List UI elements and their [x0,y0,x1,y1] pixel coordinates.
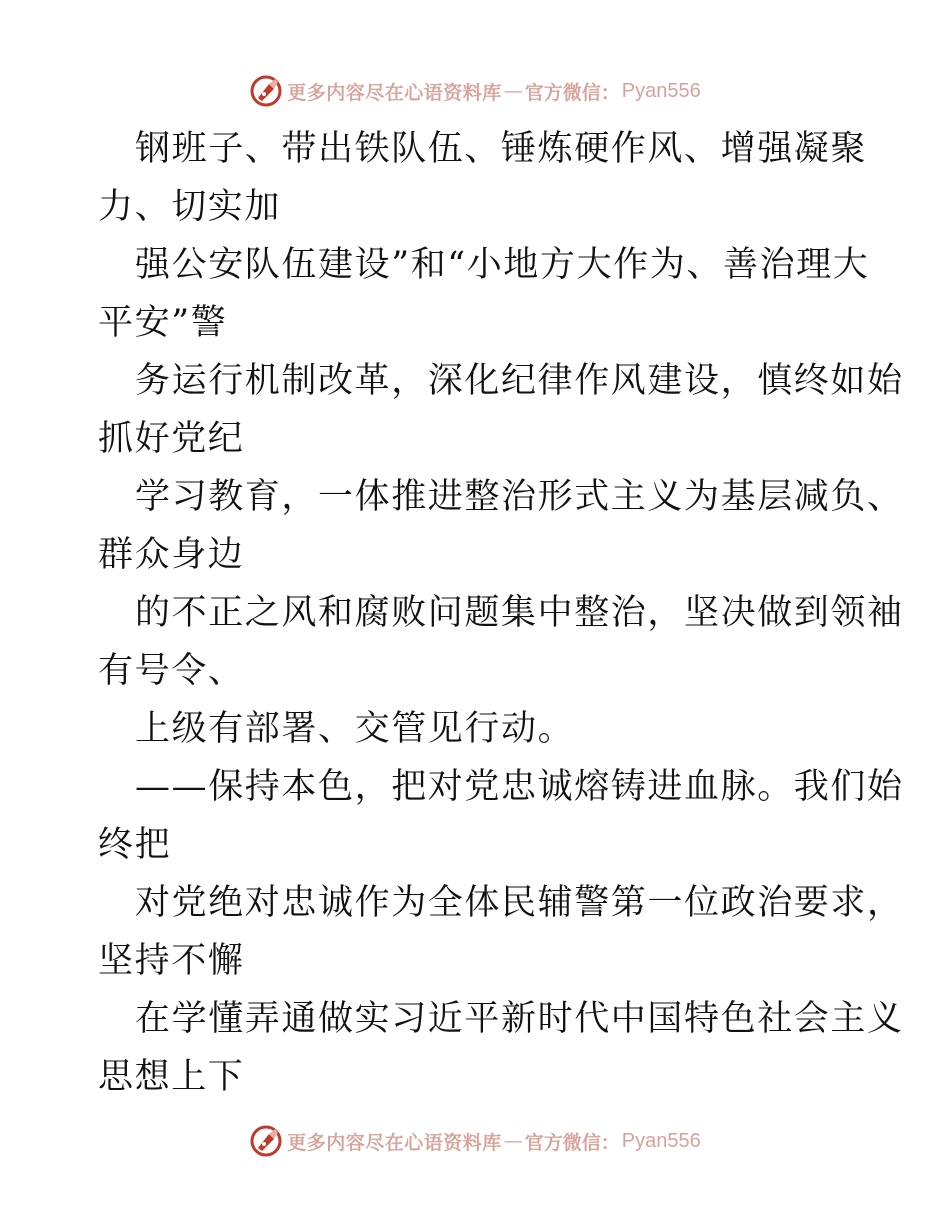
text-line: 上级有部署、交管见行动。 [135,709,575,749]
header-dash: — [503,80,523,102]
text-line: 抓好党纪 [98,419,245,459]
text-line: ——保持本色，把对党忠诚熔铸进血脉。我们始 [135,767,904,807]
pen-nib-logo-icon [249,74,283,108]
text-line: 力、切实加 [98,187,282,227]
header-site-name: 更多内容尽在心语资料库 [287,81,502,104]
text-line: 坚持不懈 [98,941,245,981]
footer-site-name: 更多内容尽在心语资料库 [287,1131,502,1154]
text-line: 在学懂弄通做实习近平新时代中国特色社会主义 [135,999,904,1039]
footer-dash: — [503,1130,523,1152]
text-line: 终把 [98,825,172,865]
text-line: 思想上下 [98,1057,245,1097]
document-body [98,120,904,1106]
text-line: 的不正之风和腐败问题集中整治，坚决做到领袖 [135,593,904,633]
header-wechat-label: 官方微信： [524,81,620,104]
header-wechat-id: Pyan556 [621,79,701,102]
pen-nib-logo-icon [249,1124,283,1158]
text-line: 平安”警 [98,303,228,343]
text-line: 对党绝对忠诚作为全体民辅警第一位政治要求， [135,883,904,923]
text-line: 有号令、 [98,651,245,691]
footer-wechat-label: 官方微信： [524,1131,620,1154]
text-line: 学习教育，一体推进整治形式主义为基层减负、 [135,477,904,517]
footer-wechat-id: Pyan556 [621,1129,701,1152]
footer-watermark [0,1121,950,1161]
header-watermark [0,71,950,111]
text-line: 强公安队伍建设”和“小地方大作为、善治理大 [135,245,870,285]
text-line: 钢班子、带出铁队伍、锤炼硬作风、增强凝聚 [135,129,868,169]
text-line: 务运行机制改革，深化纪律作风建设，慎终如始 [135,361,904,401]
text-line: 群众身边 [98,535,245,575]
